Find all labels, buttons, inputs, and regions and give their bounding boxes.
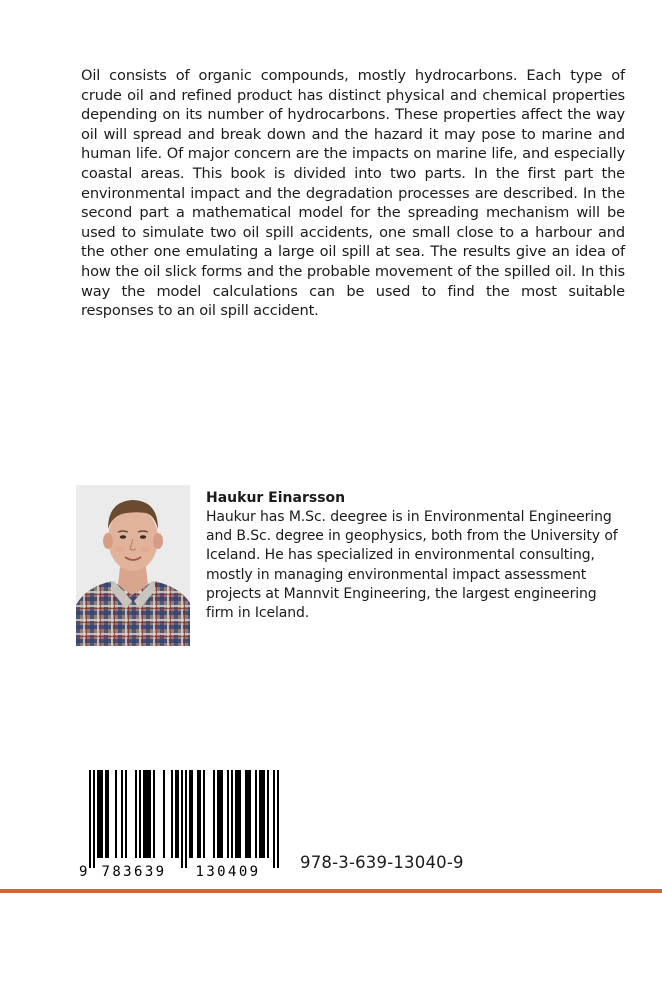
barcode-bar xyxy=(163,770,165,858)
barcode-bar xyxy=(171,770,173,858)
barcode-bar xyxy=(139,770,141,858)
barcode-bar xyxy=(107,770,109,858)
barcode-bar xyxy=(145,770,147,858)
barcode-bar xyxy=(191,770,193,858)
barcode-bar xyxy=(263,770,265,858)
barcode-bar xyxy=(147,770,149,858)
barcode-bar xyxy=(153,770,155,858)
barcode-bar xyxy=(149,770,151,858)
barcode-bar xyxy=(255,770,257,858)
author-photo xyxy=(76,485,190,646)
barcode-bar xyxy=(101,770,103,858)
barcode-bar xyxy=(189,770,191,858)
barcode-bar xyxy=(89,770,91,868)
barcode-bar xyxy=(177,770,179,858)
barcode-bar xyxy=(249,770,251,858)
barcode-bar xyxy=(105,770,107,858)
barcode-bar xyxy=(199,770,201,858)
barcode-bar xyxy=(115,770,117,858)
barcode-bar xyxy=(97,770,99,858)
barcode-bar xyxy=(245,770,247,858)
barcode-bar xyxy=(99,770,101,858)
barcode-lead-digit: 9 xyxy=(79,864,88,880)
barcode-bar xyxy=(237,770,239,858)
author-name: Haukur Einarsson xyxy=(206,490,346,506)
barcode-bar xyxy=(235,770,237,858)
barcode-bar xyxy=(121,770,123,858)
accent-rule xyxy=(0,889,662,893)
isbn-number: 978-3-639-13040-9 xyxy=(300,853,464,872)
barcode-bar xyxy=(203,770,205,858)
barcode-bar xyxy=(185,770,187,868)
barcode-bar xyxy=(267,770,269,858)
barcode-bar xyxy=(227,770,229,858)
barcode-bar xyxy=(231,770,233,858)
barcode-bar xyxy=(175,770,177,858)
barcode-left-digits: 783639 xyxy=(101,864,167,880)
barcode-right-digits: 130409 xyxy=(195,864,261,880)
barcode-bar xyxy=(219,770,221,858)
barcode-bar xyxy=(277,770,279,868)
barcode-bar xyxy=(135,770,137,858)
barcode-bar xyxy=(125,770,127,858)
isbn-barcode xyxy=(76,764,286,880)
barcode-bar xyxy=(143,770,145,858)
barcode-bar xyxy=(273,770,275,868)
barcode-bar xyxy=(213,770,215,858)
barcode-bar xyxy=(259,770,261,858)
barcode-bar xyxy=(239,770,241,858)
barcode-bar xyxy=(181,770,183,868)
barcode-bar xyxy=(261,770,263,858)
barcode-bar xyxy=(247,770,249,858)
barcode-bar xyxy=(197,770,199,858)
author-bio: Haukur has M.Sc. deegree is in Environmental Engineering and B.Sc. degree in geophysics, both from the University of Iceland. He has specialized in environmental consulting, mostly in managing environmental impact assessment projects at Mannvit Engineering, the largest engineering firm in Iceland. xyxy=(206,509,618,622)
barcode-bar xyxy=(217,770,219,858)
barcode-bar xyxy=(93,770,95,868)
back-cover-blurb: Oil consists of organic compounds, mostly hydrocarbons. Each type of crude oil and refined product has distinct physical and chemical properties depending on its number of hydrocarbons. These properties affect the way oil will spread and break down and the hazard it may pose to marine and human life. Of major concern are the impacts on marine life, and especially coastal areas. This book is divided into two parts. In the first part the environmental impact and the degradation processes are described. In the second part a mathematical model for the spreading mechanism will be used to simulate two oil spill accidents, one small close to a harbour and the other one emulating a large oil spill at sea. The results give an idea of how the oil slick forms and the probable movement of the spilled oil. In this way the model calculations can be used to find the most suitable responses to an oil spill accident. xyxy=(81,67,625,320)
barcode-bar xyxy=(221,770,223,858)
